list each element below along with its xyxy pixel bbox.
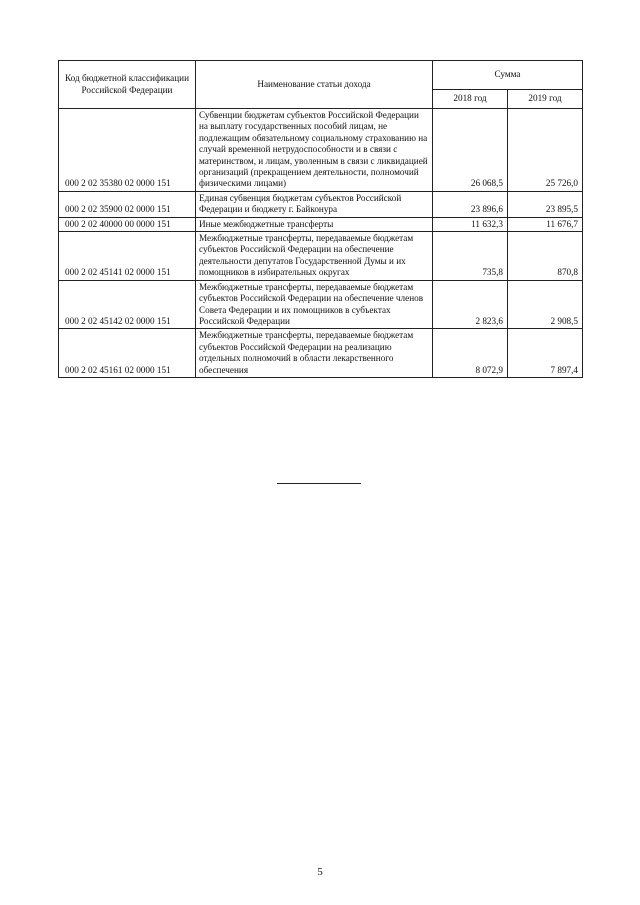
column-header-sum: Сумма [433,61,583,90]
column-header-year-2019: 2019 год [508,90,583,109]
row-value-2018: 2 823,6 [433,280,508,329]
table-row [59,280,583,329]
row-value-2018: 735,8 [433,232,508,281]
page-number: 5 [317,866,323,878]
row-value-2019: 11 676,7 [508,217,583,231]
row-code: 000 2 02 45161 02 0000 151 [59,329,196,378]
end-of-section-divider [277,483,361,484]
table-row [59,191,583,217]
row-value-2019: 25 726,0 [508,109,583,192]
row-code: 000 2 02 35900 02 0000 151 [59,191,196,217]
row-code: 000 2 02 45142 02 0000 151 [59,280,196,329]
row-value-2019: 2 908,5 [508,280,583,329]
row-name: Иные межбюджетные трансферты [196,217,433,231]
column-header-name: Наименование статьи дохода [196,61,433,109]
table-header-row [59,61,583,90]
row-name: Субвенции бюджетам субъектов Российской Федерации на выплату государственных пособий лицам, не подлежащим обязательному социальному страхованию на случай временной нетрудоспособности и в связи с материнством, и лицам, уволенным в связи с ликвидацией организаций (прекращением деятельности, полномочий физическими лицами) [196,109,433,192]
row-value-2019: 870,8 [508,232,583,281]
row-value-2019: 23 895,5 [508,191,583,217]
table-row [59,109,583,192]
table-row [59,232,583,281]
row-code: 000 2 02 35380 02 0000 151 [59,109,196,192]
row-name: Межбюджетные трансферты, передаваемые бюджетам субъектов Российской Федерации на обеспечение членов Совета Федерации и их помощников в субъектах Российской Федерации [196,280,433,329]
table-row [59,329,583,378]
budget-income-table [58,60,583,378]
column-header-year-2018: 2018 год [433,90,508,109]
row-code: 000 2 02 40000 00 0000 151 [59,217,196,231]
row-name: Единая субвенция бюджетам субъектов Российской Федерации и бюджету г. Байконура [196,191,433,217]
column-header-code: Код бюджетной классификации Российской Федерации [59,61,196,109]
table-row [59,217,583,231]
row-code: 000 2 02 45141 02 0000 151 [59,232,196,281]
row-name: Межбюджетные трансферты, передаваемые бюджетам субъектов Российской Федерации на реализацию отдельных полномочий в области лекарственного обеспечения [196,329,433,378]
row-value-2018: 11 632,3 [433,217,508,231]
row-value-2018: 26 068,5 [433,109,508,192]
row-value-2018: 8 072,9 [433,329,508,378]
row-name: Межбюджетные трансферты, передаваемые бюджетам субъектов Российской Федерации на обеспечение деятельности депутатов Государственной Думы и их помощников в избирательных округах [196,232,433,281]
row-value-2018: 23 896,6 [433,191,508,217]
row-value-2019: 7 897,4 [508,329,583,378]
